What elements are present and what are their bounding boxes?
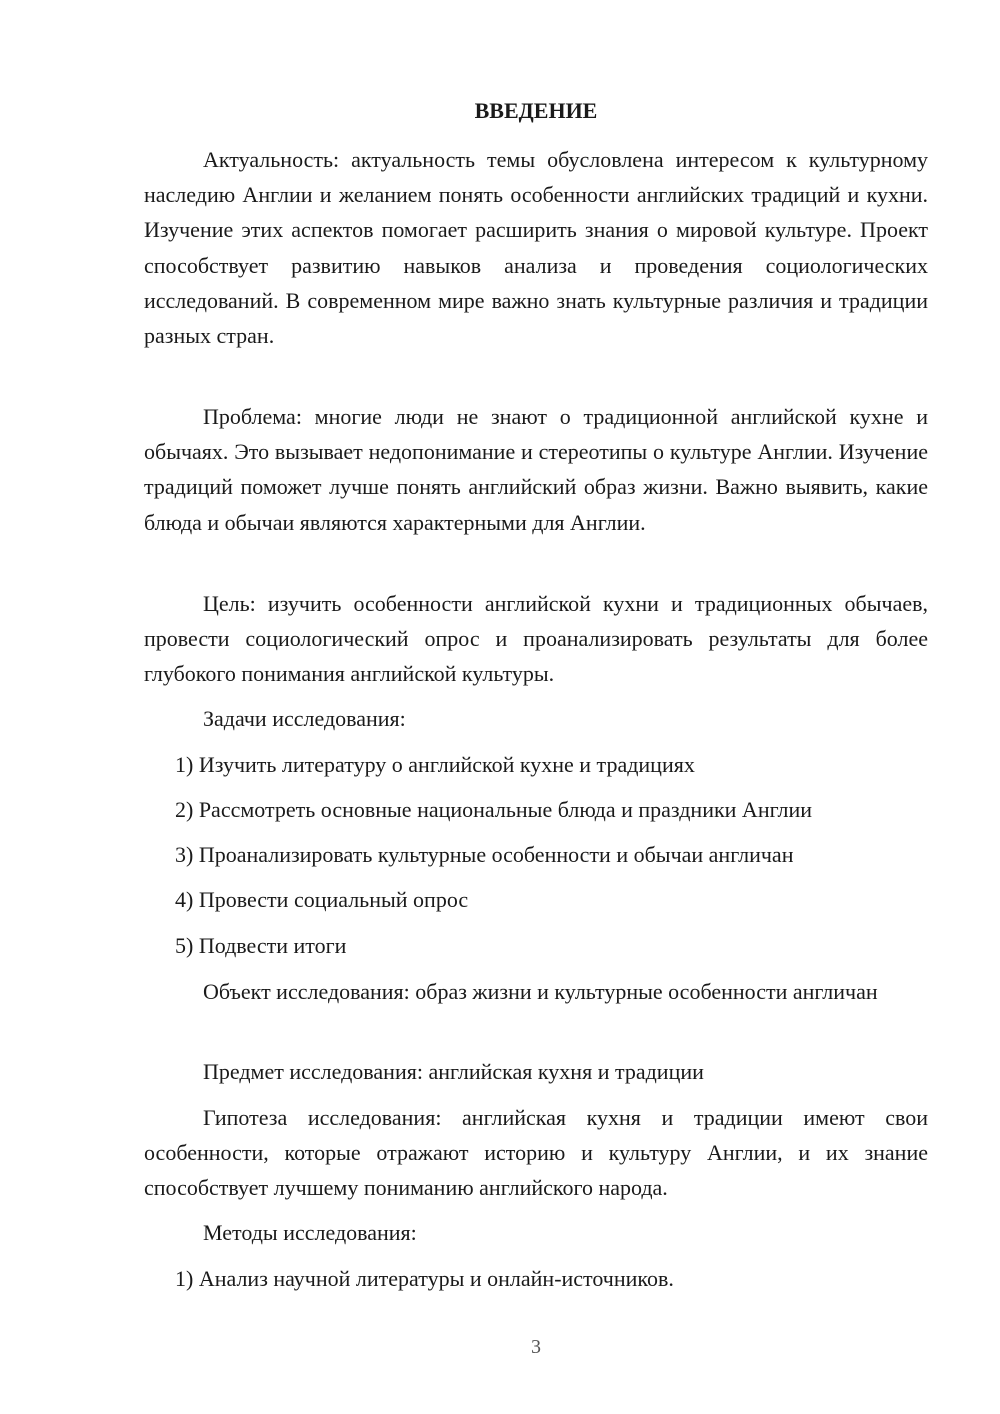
task-item-5: 5) Подвести итоги (175, 933, 347, 958)
task-item-1: 1) Изучить литературу о английской кухне и традициях (175, 752, 695, 777)
actuality-paragraph: Актуальность: актуальность темы обусловлена интересом к культурному наследию Англии и желанием понять особенности английских традиций и кухни. Изучение этих аспектов помогает расширить знания о мировой культуре. Проект способствует развитию навыков анализа и проведения социологических исследований. В современном мире важно знать культурные различия и традиции разных стран. (144, 147, 928, 349)
hypothesis-paragraph: Гипотеза исследования: английская кухня и традиции имеют свои особенности, которые отражают историю и культуру Англии, и их знание способствует лучшему пониманию английского народа. (144, 1105, 928, 1201)
task-item-2: 2) Рассмотреть основные национальные блюда и праздники Англии (175, 797, 813, 822)
tasks-heading: Задачи исследования: (203, 706, 406, 731)
task-item-4: 4) Провести социальный опрос (175, 887, 469, 912)
subject-paragraph: Предмет исследования: английская кухня и традиции (203, 1059, 704, 1084)
problem-paragraph: Проблема: многие люди не знают о традиционной английской кухне и обычаях. Это вызывает недопонимание и стереотипы о культуре Англии. Изучение традиций поможет лучше понять английский образ жизни. Важно выявить, какие блюда и обычаи являются характерными для Англии. (144, 404, 928, 535)
object-paragraph: Объект исследования: образ жизни и культурные особенности англичан (203, 979, 878, 1004)
task-item-3: 3) Проанализировать культурные особенности и обычаи англичан (175, 842, 794, 867)
methods-heading: Методы исследования: (203, 1220, 417, 1245)
page-number: 3 (531, 1336, 541, 1358)
goal-paragraph: Цель: изучить особенности английской кухни и традиционных обычаев, провести социологический опрос и проанализировать результаты для более глубокого понимания английской культуры. (144, 591, 928, 687)
page-title: ВВЕДЕНИЕ (474, 98, 598, 123)
method-item-1: 1) Анализ научной литературы и онлайн-источников. (175, 1266, 674, 1291)
